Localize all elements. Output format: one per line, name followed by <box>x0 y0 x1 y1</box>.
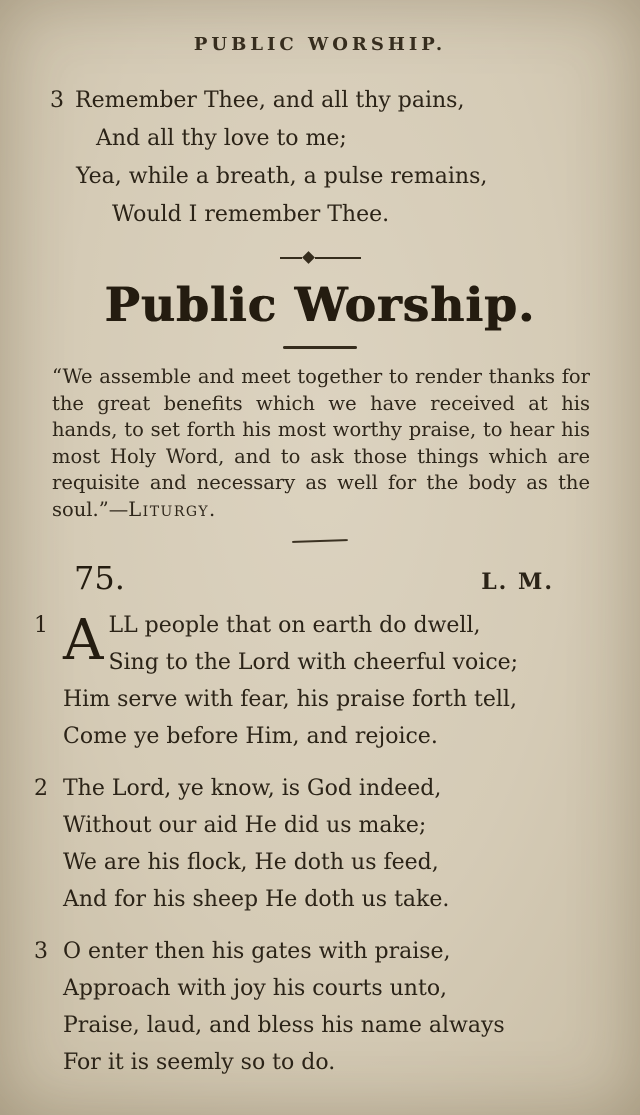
divider-line <box>280 257 302 259</box>
liturgy-quote-text: “We assemble and meet together to render thanks for the great benefits which we have received at his hands, to set forth his most worthy praise, to hear his most Holy Word, and to ask those things which are requisite and necessary as well for the body as the soul.”— <box>52 365 590 521</box>
verse-head-lines <box>108 607 518 681</box>
hymn-verse <box>34 933 640 1081</box>
section-heading: Public Worship. <box>104 278 536 333</box>
verse-number: 3 <box>34 939 48 964</box>
verse-line-text: The Lord, ye know, is God indeed, <box>63 776 442 801</box>
verse-line: We are his flock, He doth us feed, <box>63 850 439 875</box>
verse-line <box>34 770 640 807</box>
hymn-verse <box>34 770 640 918</box>
verse-line: For it is seemly so to do. <box>63 1050 336 1075</box>
verse-line: Approach with joy his courts unto, <box>63 976 448 1001</box>
section-divider <box>0 253 640 262</box>
previous-hymn-verse <box>50 82 640 234</box>
verse-number: 1 <box>34 613 48 638</box>
verse-line-text: O enter then his gates with praise, <box>63 939 451 964</box>
verse-line: LL people that on earth do dwell, <box>108 613 481 638</box>
hymn-header <box>74 559 554 597</box>
hymn-meter: L. M. <box>481 569 554 595</box>
verse-line-text: Remember Thee, and all thy pains, <box>75 88 465 113</box>
verse-line <box>34 933 640 970</box>
verse-line <box>50 82 640 120</box>
hymn-number: 75. <box>74 559 125 597</box>
liturgy-attribution: Liturgy. <box>128 497 217 521</box>
divider-diamond-icon <box>302 251 315 264</box>
quote-divider <box>292 539 348 543</box>
verse-line: Him serve with fear, his praise forth tell, <box>63 687 517 712</box>
verse-line: Without our aid He did us make; <box>63 813 427 838</box>
verse-head <box>34 607 640 681</box>
liturgy-quote <box>52 364 590 523</box>
verse-line: Yea, while a breath, a pulse remains, <box>76 164 488 189</box>
verse-line: And all thy love to me; <box>96 126 347 151</box>
running-header: PUBLIC WORSHIP. <box>193 34 447 55</box>
dropcap-letter: A <box>63 608 104 673</box>
verse-line: Sing to the Lord with cheerful voice; <box>108 650 519 675</box>
heading-rule <box>283 346 357 349</box>
divider-line <box>315 257 361 259</box>
verse-line: Praise, laud, and bless his name always <box>63 1013 505 1038</box>
verse-line: Would I remember Thee. <box>112 202 390 227</box>
verse-line: Come ye before Him, and rejoice. <box>63 724 438 749</box>
verse-number: 3 <box>50 88 64 113</box>
verse-number: 2 <box>34 776 48 801</box>
hymn-verse <box>34 607 640 755</box>
verse-line: And for his sheep He doth us take. <box>63 887 450 912</box>
